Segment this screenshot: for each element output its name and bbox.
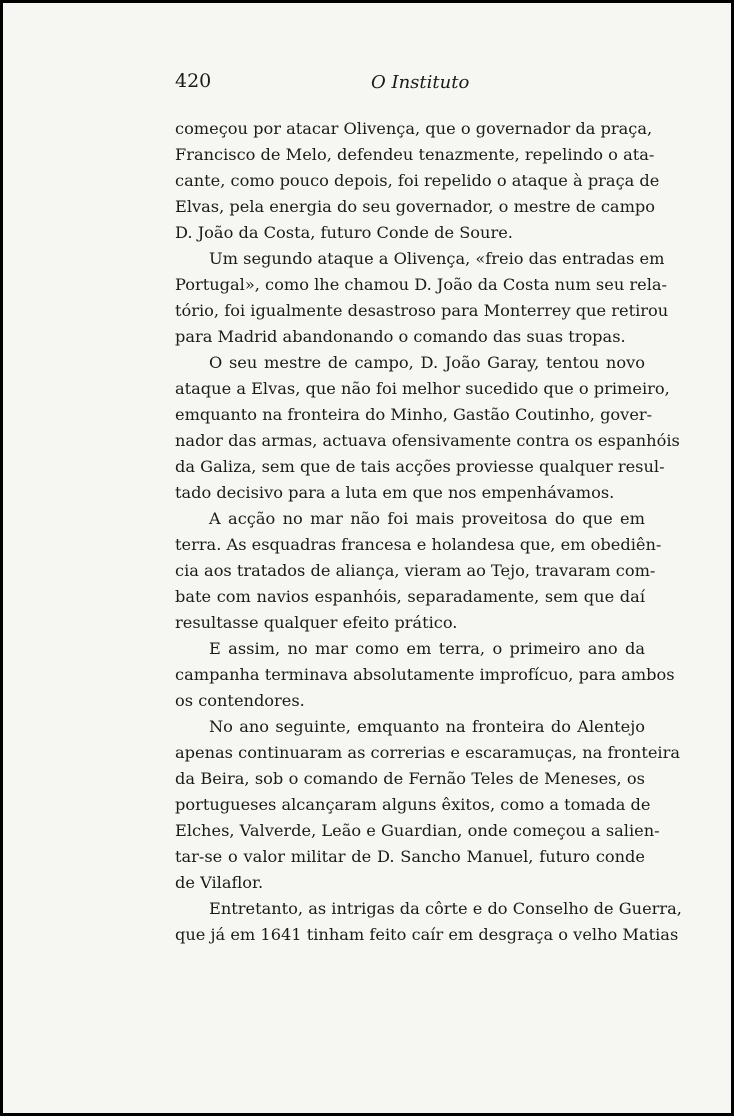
running-title: O Instituto [371,72,470,93]
text-line: Francisco de Melo, defendeu tenazmente, repelindo o ata- [175,145,655,164]
text-line: Elches, Valverde, Leão e Guardian, onde começou a salien- [175,821,660,840]
text-line: No ano seguinte, emquanto na fronteira do Alentejo [209,717,645,736]
text-line: ataque a Elvas, que não foi melhor sucedido que o primeiro, [175,379,670,398]
text-line: de Vilaflor. [175,873,264,892]
page-number: 420 [175,70,212,92]
text-line: cante, como pouco depois, foi repelido o ataque à praça de [175,171,660,190]
text-line: Portugal», como lhe chamou D. João da Costa num seu rela- [175,275,668,294]
text-line: tar-se o valor militar de D. Sancho Manuel, futuro conde [175,847,645,866]
text-line: campanha terminava absolutamente improfícuo, para ambos [175,665,675,684]
text-line: Elvas, pela energia do seu governador, o mestre de campo [175,197,656,216]
text-line: que já em 1641 tinham feito caír em desgraça o velho Matias [175,925,679,944]
text-line: começou por atacar Olivença, que o governador da praça, [175,119,653,138]
text-line: tório, foi igualmente desastroso para Monterrey que retirou [175,301,669,320]
text-line: bate com navios espanhóis, separadamente, sem que daí [175,587,645,606]
text-line: D. João da Costa, futuro Conde de Soure. [175,223,513,242]
text-line: da Galiza, sem que de tais acções proviesse qualquer resul- [175,457,665,476]
text-line: nador das armas, actuava ofensivamente contra os espanhóis [175,431,680,450]
text-line: terra. As esquadras francesa e holandesa que, em obediên- [175,535,662,554]
text-line: emquanto na fronteira do Minho, Gastão Coutinho, gover- [175,405,653,424]
text-line: O seu mestre de campo, D. João Garay, tentou novo [209,353,645,372]
text-line: da Beira, sob o comando de Fernão Teles de Meneses, os [175,769,645,788]
text-line: os contendores. [175,691,305,710]
text-line: Um segundo ataque a Olivença, «freio das entradas em [209,249,665,268]
text-line: apenas continuaram as correrias e escaramuças, na fronteira [175,743,680,762]
body-text [175,116,682,948]
text-line: Entretanto, as intrigas da côrte e do Conselho de Guerra, [209,899,682,918]
text-line: para Madrid abandonando o comando das suas tropas. [175,327,626,346]
text-line: tado decisivo para a luta em que nos empenhávamos. [175,483,615,502]
text-line: resultasse qualquer efeito prático. [175,613,458,632]
text-line: E assim, no mar como em terra, o primeiro ano da [209,639,645,658]
page-header [175,70,645,100]
text-line: cia aos tratados de aliança, vieram ao Tejo, travaram com- [175,561,656,580]
text-line: portugueses alcançaram alguns êxitos, como a tomada de [175,795,651,814]
text-line: A acção no mar não foi mais proveitosa do que em [209,509,645,528]
